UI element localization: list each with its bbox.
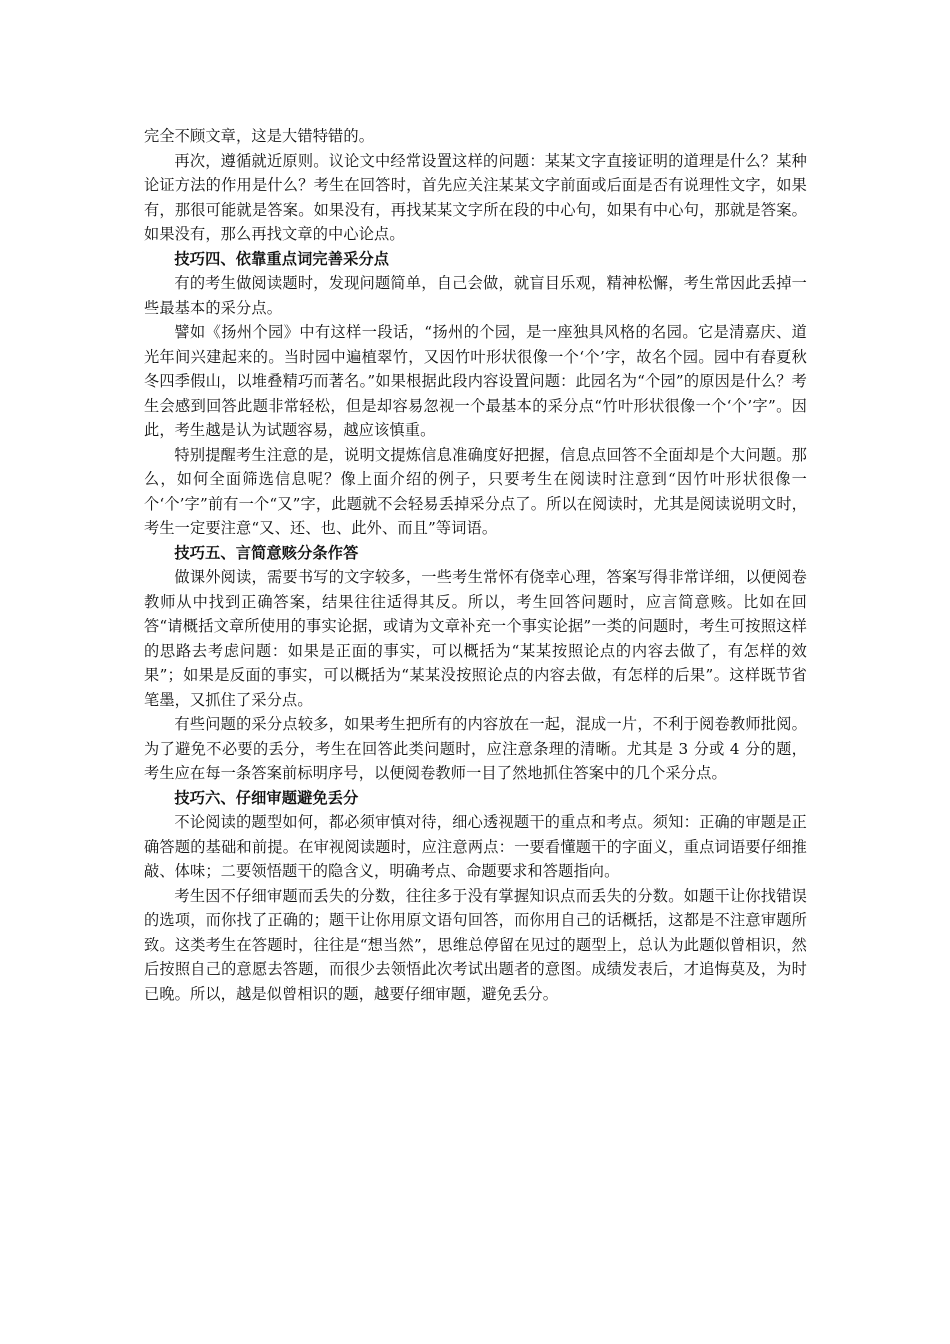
paragraph-proximity-principle: 再次，遵循就近原则。议论文中经常设置这样的问题：某某文字直接证明的道理是什么？某种论证方法的作用是什么？考生在回答时，首先应关注某某文字前面或后面是否有说理性文字，如果有，那很可能就是答案。如果没有，再找某某文字所在段的中心句，如果有中心句，那就是答案。如果没有，那么再找文章的中心论点。 xyxy=(144,151,807,243)
paragraph: 做课外阅读，需要书写的文字较多，一些考生常怀有侥幸心理，答案写得非常详细，以便阅卷教师从中找到正确答案，结果往往适得其反。所以，考生回答问题时，应言简意赅。比如在回答“请概括文章所使用的事实论据，或请为文章补充一个事实论据”一类的问题时，考生可按照这样的思路去考虑问题：如果是正面的事实，可以概括为“某某按照论点的内容去做了，有怎样的效果”；如果是反面的事实，可以概括为“某某没按照论点的内容去做，有怎样的后果”。这样既节省笔墨，又抓住了采分点。 xyxy=(144,568,807,709)
section-heading-tip-4: 技巧四、依靠重点词完善采分点 xyxy=(174,249,390,268)
paragraph: 有些问题的采分点较多，如果考生把所有的内容放在一起，混成一片，不利于阅卷教师批阅。为了避免不必要的丢分，考生在回答此类问题时，应注意条理的清晰。尤其是 3 分或 4 分的题，考生应在每一条答案前标明序号，以便阅卷教师一目了然地抓住答案中的几个采分点。 xyxy=(144,715,807,782)
paragraph: 有的考生做阅读题时，发现问题简单，自己会做，就盲目乐观，精神松懈，考生常因此丢掉一些最基本的采分点。 xyxy=(144,274,807,317)
section-heading-tip-6: 技巧六、仔细审题避免丢分 xyxy=(174,788,359,807)
paragraph-continuation: 完全不顾文章，这是大错特错的。 xyxy=(144,127,375,145)
paragraph: 特别提醒考生注意的是，说明文提炼信息准确度好把握，信息点回答不全面却是个大问题。那么，如何全面筛选信息呢？像上面介绍的例子，只要考生在阅读时注意到“因竹叶形状很像一个‘个’字”前有一个“又”字，此题就不会轻易丢掉采分点了。所以在阅读时，尤其是阅读说明文时，考生一定要注意“又、还、也、此外、而且”等词语。 xyxy=(144,445,807,537)
paragraph: 譬如《扬州个园》中有这样一段话，“扬州的个园，是一座独具风格的名园。它是清嘉庆、道光年间兴建起来的。当时园中遍植翠竹，又因竹叶形状很像一个‘个’字，故名个园。园中有春夏秋冬四季假山，以堆叠精巧而著名。”如果根据此段内容设置问题：此园名为“个园”的原因是什么？考生会感到回答此题非常轻松，但是却容易忽视一个最基本的采分点“竹叶形状很像一个‘个’字”。因此，考生越是认为试题容易，越应该慎重。 xyxy=(144,323,807,439)
paragraph: 不论阅读的题型如何，都必须审慎对待，细心透视题干的重点和考点。须知：正确的审题是正确答题的基础和前提。在审视阅读题时，应注意两点：一要看懂题干的字面义，重点词语要仔细推敲、体味；二要领悟题干的隐含义，明确考点、命题要求和答题指向。 xyxy=(144,813,807,880)
document-page xyxy=(144,124,807,1006)
paragraph: 考生因不仔细审题而丢失的分数，往往多于没有掌握知识点而丢失的分数。如题干让你找错误的选项，而你找了正确的；题干让你用原文语句回答，而你用自己的话概括，这都是不注意审题所致。这类考生在答题时，往往是“想当然”，思维总停留在见过的题型上，总认为此题似曾相识，然后按照自己的意愿去答题，而很少去领悟此次考试出题者的意图。成绩发表后，才追悔莫及，为时已晚。所以，越是似曾相识的题，越要仔细审题，避免丢分。 xyxy=(144,886,807,1003)
section-heading-tip-5: 技巧五、言简意赅分条作答 xyxy=(174,543,359,562)
